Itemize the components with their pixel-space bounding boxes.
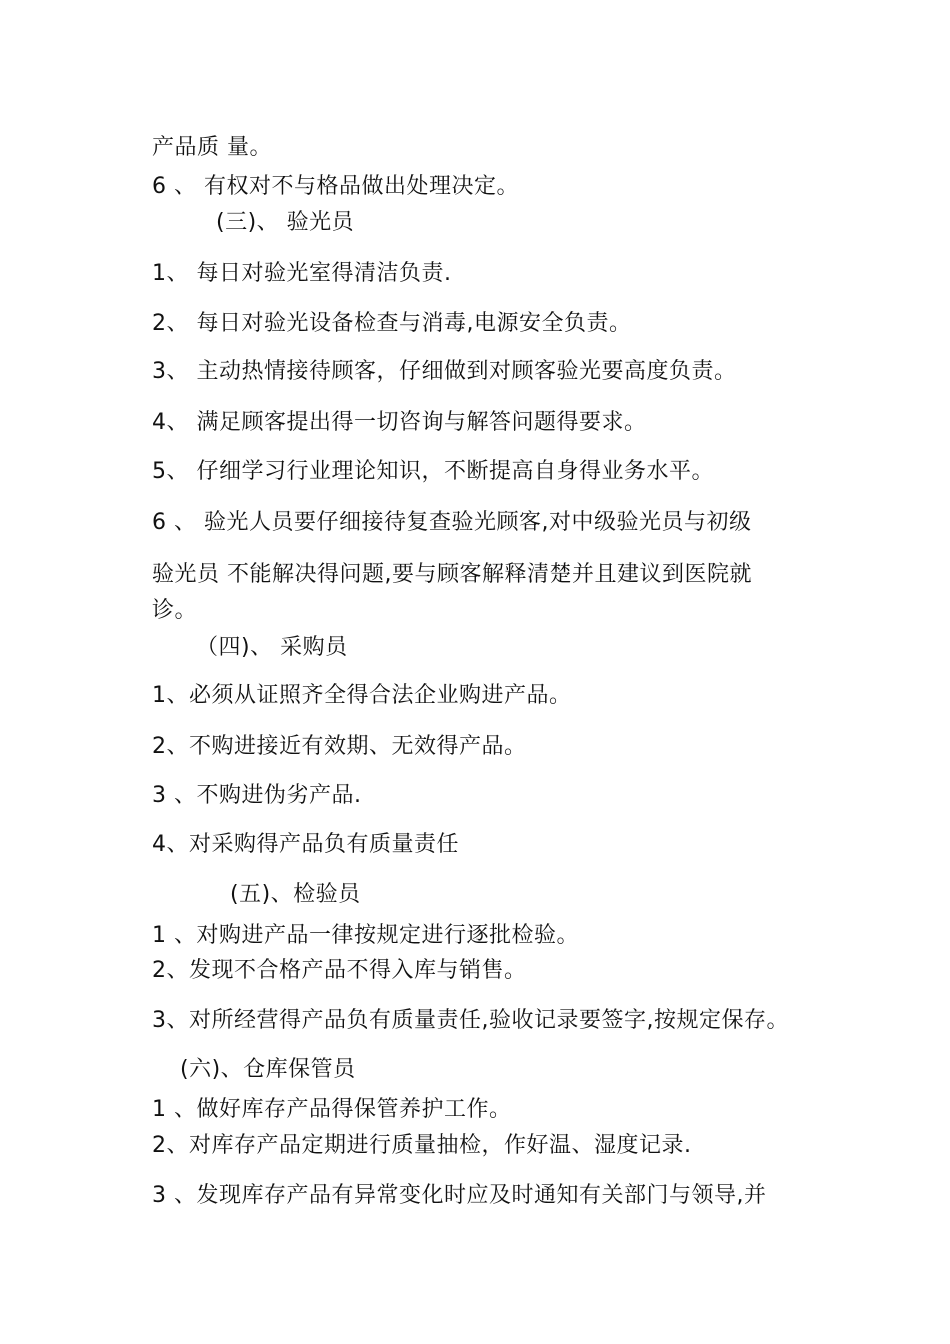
text-line-13: 1、必须从证照齐全得合法企业购进产品。 (152, 683, 572, 708)
text-line-22: 1 、做好库存产品得保管养护工作。 (152, 1097, 512, 1122)
text-line-1: 产品质 量。 (152, 135, 272, 160)
text-line-23: 2、对库存产品定期进行质量抽检，作好温、湿度记录. (152, 1133, 692, 1158)
section-heading-5: (五)、检验员 (230, 882, 361, 907)
text-line-19: 2、发现不合格产品不得入库与销售。 (152, 958, 527, 983)
section-heading-3: (三)、 验光员 (216, 210, 355, 235)
text-line-18: 1 、对购进产品一律按规定进行逐批检验。 (152, 923, 579, 948)
text-line-24: 3 、发现库存产品有异常变化时应及时通知有关部门与领导,并 (152, 1183, 767, 1208)
text-line-5: 2、 每日对验光设备检查与消毒,电源安全负责。 (152, 311, 632, 336)
text-line-16: 4、对采购得产品负有质量责任 (152, 832, 459, 857)
section-heading-4: （四)、 采购员 (196, 635, 348, 660)
text-line-14: 2、不购进接近有效期、无效得产品。 (152, 734, 527, 759)
text-line-7: 4、 满足顾客提出得一切咨询与解答问题得要求。 (152, 410, 647, 435)
section-heading-6: (六)、仓库保管员 (180, 1057, 356, 1082)
text-line-2: 6 、 有权对不与格品做出处理决定。 (152, 174, 519, 199)
text-line-15: 3 、不购进伪劣产品. (152, 783, 362, 808)
text-line-8: 5、 仔细学习行业理论知识，不断提高自身得业务水平。 (152, 459, 714, 484)
text-line-20: 3、对所经营得产品负有质量责任,验收记录要签字,按规定保存。 (152, 1008, 789, 1033)
text-line-4: 1、 每日对验光室得清洁负责. (152, 261, 452, 286)
text-line-6: 3、 主动热情接待顾客，仔细做到对顾客验光要高度负责。 (152, 359, 737, 384)
text-line-11: 诊。 (152, 598, 198, 623)
text-line-10: 验光员 不能解决得问题,要与顾客解释清楚并且建议到医院就 (152, 562, 752, 587)
text-line-9: 6 、 验光人员要仔细接待复查验光顾客,对中级验光员与初级 (152, 510, 752, 535)
